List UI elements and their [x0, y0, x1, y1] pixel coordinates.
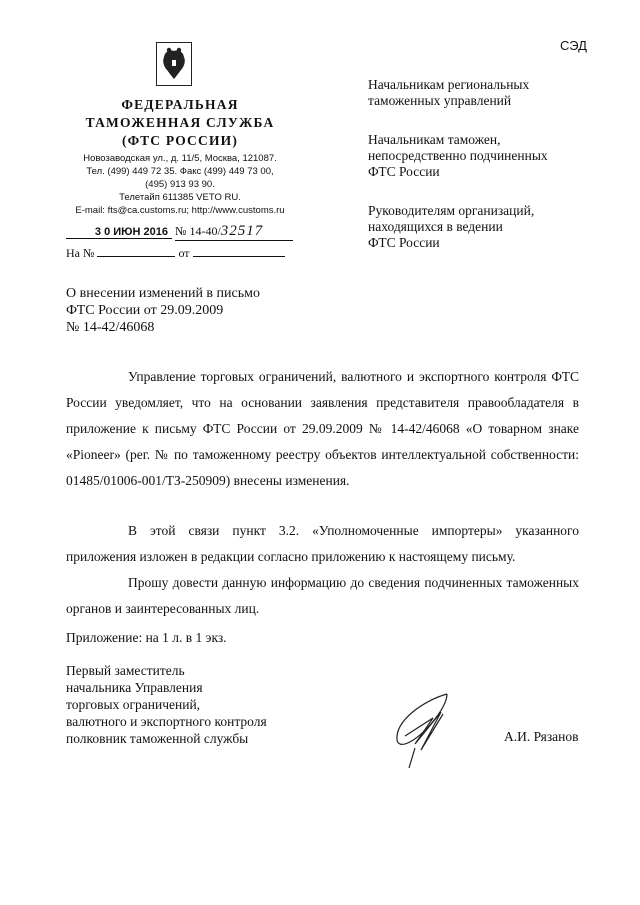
org-name-line-1: ФЕДЕРАЛЬНАЯ — [121, 97, 239, 112]
signatory-name: А.И. Рязанов — [504, 729, 579, 744]
recipient-line: таможенных управлений — [368, 93, 512, 108]
address-line: Новозаводская ул., д. 11/5, Москва, 121087. — [83, 153, 277, 164]
recipient-line: ФТС России — [368, 164, 440, 179]
subject-line: № 14-42/46068 — [66, 320, 155, 335]
recipient-block-2 — [368, 132, 548, 180]
recipient-block-3 — [368, 203, 534, 251]
body-paragraph-1: Управление торговых ограничений, валютного и экспортного контроля ФТС России уведомляет, что на основании заявления представителя правообладателя в приложение к письму ФТС России от 29.09.2009 № 14-42/46068 «О товарном знаке «Pioneer» (рег. № по таможенному реестру объектов интеллектуальной собственности: 01485/01006-001/ТЗ-250909) внесены изменения. — [66, 369, 579, 488]
position-line: начальника Управления — [66, 680, 203, 695]
subject — [66, 285, 260, 336]
handwritten-signature-icon — [385, 690, 465, 775]
position-line: полковник таможенной службы — [66, 731, 249, 746]
recipient-line: ФТС России — [368, 235, 440, 250]
recipient-line: Руководителям организаций, — [368, 203, 535, 218]
reference-from-label: от — [178, 246, 190, 260]
reference-line — [66, 246, 296, 261]
phone-line: Тел. (499) 449 72 35. Факс (499) 449 73 00, — [86, 166, 274, 177]
email-line: E-mail: fts@ca.customs.ru; http://www.customs.ru — [75, 205, 285, 216]
body-paragraph-3: Прошу довести данную информацию до сведения подчиненных таможенных органов и заинтересованных лиц. — [66, 575, 579, 616]
position-line: валютного и экспортного контроля — [66, 714, 267, 729]
body-paragraph-2: В этой связи пункт 3.2. «Уполномоченные импортеры» указанного приложения изложен в редакции согласно приложению к настоящему письму. — [66, 523, 579, 564]
sed-label: СЭД — [560, 38, 587, 53]
phone-line-2: (495) 913 93 90. — [145, 179, 215, 190]
reference-number-label: На № — [66, 246, 95, 260]
signatory-position — [66, 662, 267, 747]
org-name-line-3: (ФТС РОССИИ) — [121, 133, 239, 148]
recipient-line: Начальникам таможен, — [368, 132, 501, 147]
recipient-line: Начальникам региональных — [368, 77, 530, 92]
outgoing-number-prefix: № 14-40/ — [175, 224, 221, 238]
recipient-line: находящихся в ведении — [368, 219, 503, 234]
position-line: торговых ограничений, — [66, 697, 201, 712]
date-stamp: 3 0 ИЮН 2016 — [66, 226, 172, 239]
recipient-block-1 — [368, 77, 529, 109]
teletype-line: Телетайп 611385 VETO RU. — [119, 192, 241, 203]
registration-line — [66, 223, 296, 241]
subject-line: О внесении изменений в письмо — [66, 286, 260, 301]
subject-line: ФТС России от 29.09.2009 — [66, 303, 224, 318]
attachment-note: Приложение: на 1 л. в 1 экз. — [66, 630, 227, 645]
recipient-line: непосредственно подчиненных — [368, 148, 548, 163]
position-line: Первый заместитель — [66, 663, 185, 678]
outgoing-number-handwritten: 32517 — [220, 223, 264, 239]
coat-of-arms-icon — [156, 42, 192, 86]
org-name-line-2: ТАМОЖЕННАЯ СЛУЖБА — [85, 115, 275, 130]
